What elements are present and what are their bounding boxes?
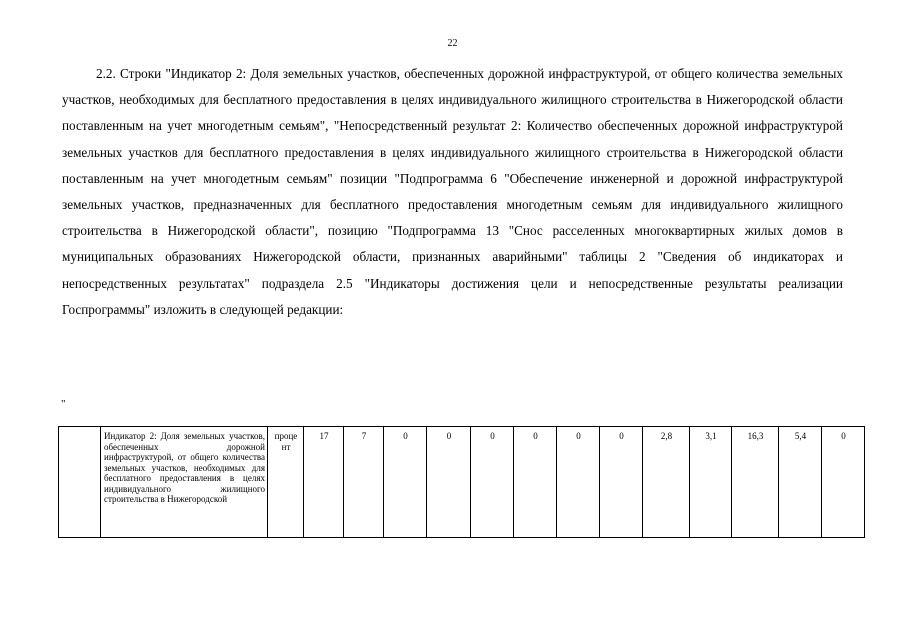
value-cell: 5,4 (779, 427, 822, 538)
value-cell: 0 (600, 427, 643, 538)
value-cell: 0 (384, 427, 427, 538)
opening-quote-mark: " (61, 398, 66, 410)
body-paragraph: 2.2. Строки "Индикатор 2: Доля земельных участков, обеспеченных дорожной инфраструктурой, от общего количества земельных участков, необходимых для бесплатного предоставления в целях индивидуального жилищного строительства в Нижегородской области поставленным на учет многодетным семьям", "Непосредственный результат 2: Количество обеспеченных дорожной инфраструктурой земельных участков для бесплатного предоставления в целях индивидуального жилищного строительства в Нижегородской области поставленным на учет многодетным семьям" позиции "Подпрограмма 6 "Обеспечение инженерной и дорожной инфраструктурой земельных участков, предназначенных для бесплатного предоставления многодетным семьям для индивидуального жилищного строительства в Нижегородской области", позицию "Подпрограмма 13 "Снос расселенных многоквартирных жилых домов в муниципальных образованиях Нижегородской области, признанных аварийными" таблицы 2 "Сведения об индикаторах и непосредственных результатах" подраздела 2.5 "Индикаторы достижения цели и непосредственные результаты реализации Госпрограммы" изложить в следующей редакции: (62, 66, 843, 317)
value-cell: 0 (514, 427, 557, 538)
value-cell: 0 (427, 427, 471, 538)
value-cell: 7 (344, 427, 384, 538)
value-cell: 0 (471, 427, 514, 538)
value-cell: 2,8 (643, 427, 690, 538)
value-cell: 3,1 (690, 427, 732, 538)
value-cell: 0 (557, 427, 600, 538)
row-number-cell (59, 427, 101, 538)
unit-cell: проце нт (268, 427, 304, 538)
value-cell: 17 (304, 427, 344, 538)
value-cell: 0 (822, 427, 865, 538)
value-cell: 16,3 (732, 427, 779, 538)
indicator-table (58, 426, 865, 538)
table-row (59, 427, 865, 538)
indicator-description-cell: Индикатор 2: Доля земельных участков, обеспеченных дорожной инфраструктурой, от общего количества земельных участков, необходимых для бесплатного предоставления в целях индивидуального жилищного строительства в Нижегородской (101, 427, 268, 538)
page-number: 22 (447, 38, 458, 49)
